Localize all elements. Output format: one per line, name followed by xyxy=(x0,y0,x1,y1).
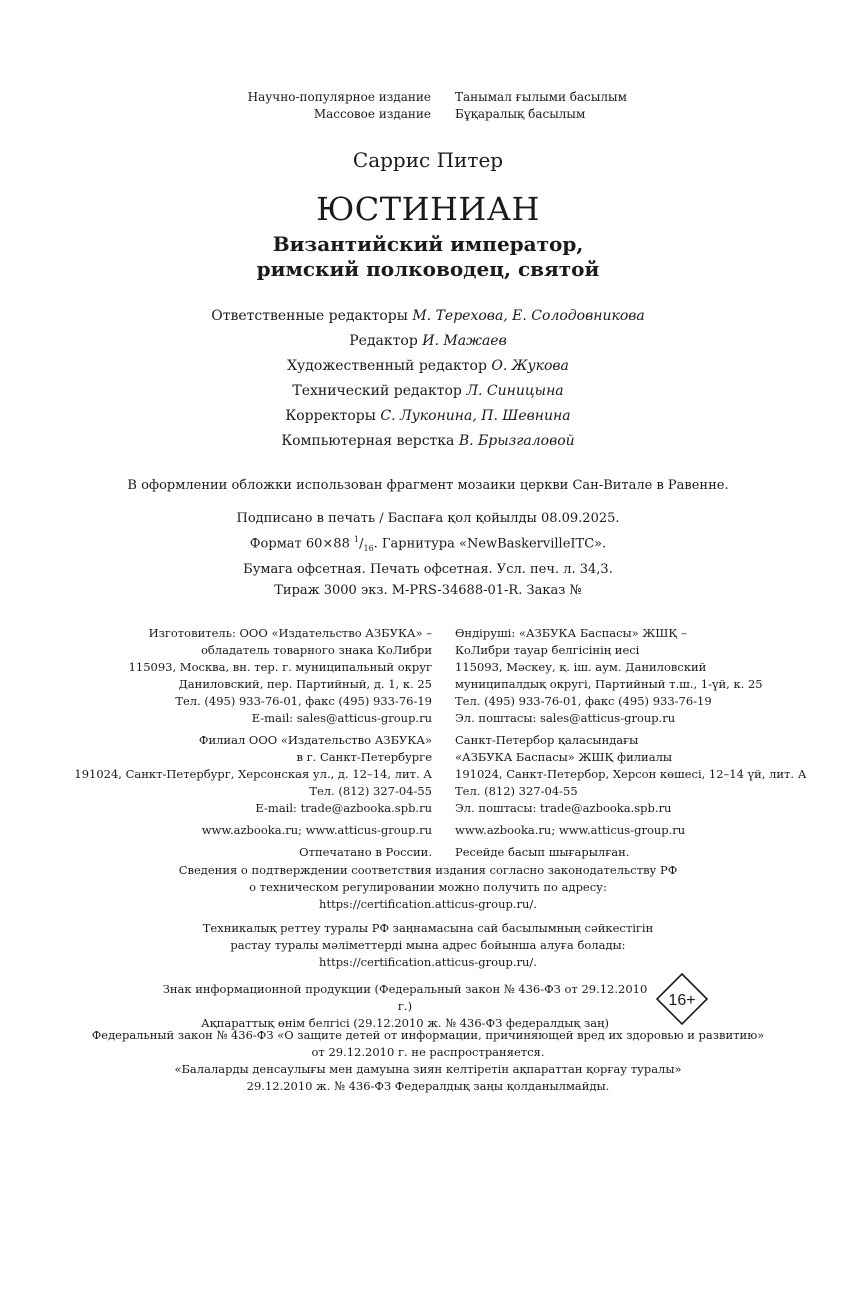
mfr-ru-line: Даниловский, пер. Партийный, д. 1, к. 25 xyxy=(178,677,432,691)
credit-line xyxy=(0,329,856,354)
mfr-kz-line: Тел. (495) 933-76-01, факс (495) 933-76-19 xyxy=(455,694,712,708)
credit-role: Художественный редактор xyxy=(287,358,487,374)
subtitle-line: Византийский император, xyxy=(272,232,584,256)
mfr-ru-line: обладатель товарного знака КоЛибри xyxy=(200,643,432,657)
credit-role: Компьютерная верстка xyxy=(281,433,455,449)
book-title: ЮСТИНИАН xyxy=(316,190,540,228)
credit-line xyxy=(0,379,856,404)
info-sign-line: Знак информационной продукции (Федеральный закон № 436-ФЗ от 29.12.2010 г.) xyxy=(162,982,648,1013)
info-sign-line: Ақпараттық өнім белгісі (29.12.2010 ж. № 436-ФЗ федералдық заң) xyxy=(201,1016,609,1030)
branch-kz-line: Санкт-Петербор қаласындағы xyxy=(455,733,639,747)
header-right xyxy=(455,89,627,123)
format-slash: / xyxy=(359,536,364,552)
header-left-line: Массовое издание xyxy=(313,107,431,121)
branch-ru-line: в г. Санкт-Петербурге xyxy=(296,750,432,764)
credit-role: Ответственные редакторы xyxy=(211,308,408,324)
age-rating-text: 16+ xyxy=(668,992,696,1009)
credit-line xyxy=(0,304,856,329)
credit-line xyxy=(0,354,856,379)
credit-names: И. Мажаев xyxy=(422,333,507,349)
credit-line xyxy=(0,429,856,454)
book-subtitle xyxy=(0,232,856,282)
cert-kz-line: Техникалық реттеу туралы РФ заңнамасына сай басылымның сәйкестігін xyxy=(202,921,654,935)
cert-ru-line: Сведения о подтверждении соответствия издания согласно законодательству РФ xyxy=(178,863,678,877)
header-left xyxy=(248,89,431,123)
manufacturer-kz xyxy=(455,625,850,861)
cover-note: В оформлении обложки использован фрагмент мозаики церкви Сан-Витале в Равенне. xyxy=(127,478,729,493)
credit-names: О. Жукова xyxy=(491,358,569,374)
format-prefix: Формат 60×88 xyxy=(249,536,354,552)
credit-line xyxy=(0,404,856,429)
header-right-line: Танымал ғылыми басылым xyxy=(455,90,627,104)
mfr-kz-line: 115093, Мәскеу, қ. іш. аум. Даниловский xyxy=(455,660,707,674)
format-sub: 16 xyxy=(363,543,374,553)
law-notice xyxy=(0,1027,856,1095)
branch-kz-line: «АЗБУКА Баспасы» ЖШҚ филиалы xyxy=(455,750,673,764)
branch-kz-line: 191024, Санкт-Петербор, Херсон көшесі, 12–14 үй, лит. А xyxy=(455,767,807,781)
credits-list xyxy=(0,304,856,454)
credit-role: Технический редактор xyxy=(292,383,462,399)
credit-names: В. Брызгаловой xyxy=(458,433,575,449)
credit-role: Корректоры xyxy=(285,408,376,424)
mfr-ru-line: E-mail: sales@atticus-group.ru xyxy=(251,711,432,725)
print-run: Тираж 3000 экз. M-PRS-34688-01-R. Заказ № xyxy=(274,582,582,598)
law-line: от 29.12.2010 г. не распространяется. xyxy=(311,1045,545,1059)
info-product-sign xyxy=(160,981,650,1032)
format-suffix: . Гарнитура «NewBaskervilleITC». xyxy=(373,536,607,552)
law-line: Федеральный закон № 436-ФЗ «О защите детей от информации, причиняющей вред их здоровью и развитию» xyxy=(91,1028,765,1042)
branch-ru-line: 191024, Санкт-Петербург, Херсонская ул., д. 12–14, лит. А xyxy=(74,767,432,781)
certification-ru xyxy=(0,862,856,913)
mfr-ru-line: 115093, Москва, вн. тер. г. муниципальный округ xyxy=(128,660,432,674)
law-line: 29.12.2010 ж. № 436-ФЗ Федералдық заңы қолданылмайды. xyxy=(246,1079,610,1093)
header-left-line: Научно-популярное издание xyxy=(247,90,431,104)
print-signed: Подписано в печать / Баспаға қол қойылды 08.09.2025. xyxy=(236,511,620,526)
mfr-kz-line: Өндіруші: «АЗБУКА Баспасы» ЖШҚ – xyxy=(455,626,687,640)
print-paper: Бумага офсетная. Печать офсетная. Усл. печ. л. 34,3. xyxy=(243,561,613,577)
law-line: «Балаларды денсаулығы мен дамуына зиян келтіретін ақпараттан қорғау туралы» xyxy=(174,1062,682,1076)
printed-kz: Ресейде басып шығарылған. xyxy=(455,845,630,859)
credit-role: Редактор xyxy=(349,333,418,349)
credit-names: М. Терехова, Е. Солодовникова xyxy=(412,308,645,324)
header-right-line: Бұқаралық басылым xyxy=(455,107,586,121)
mfr-kz-line: Эл. поштасы: sales@atticus-group.ru xyxy=(455,711,676,725)
author-name: Саррис Питер xyxy=(352,148,504,172)
cert-kz-line: https://certification.atticus-group.ru/. xyxy=(319,955,537,969)
credit-names: С. Луконина, П. Шевнина xyxy=(380,408,571,424)
credit-names: Л. Синицына xyxy=(466,383,564,399)
age-rating-icon xyxy=(655,972,709,1026)
mfr-kz-line: КоЛибри тауар белгісінің иесі xyxy=(455,643,640,657)
mfr-ru-line: Изготовитель: ООО «Издательство АЗБУКА» – xyxy=(148,626,432,640)
branch-ru-line: Филиал ООО «Издательство АЗБУКА» xyxy=(198,733,432,747)
branch-kz-line: Эл. поштасы: trade@azbooka.spb.ru xyxy=(455,801,672,815)
cert-ru-line: о техническом регулировании можно получить по адресу: xyxy=(249,880,607,894)
mfr-kz-line: муниципалдық округі, Партийный т.ш., 1-үй, к. 25 xyxy=(455,677,763,691)
print-info xyxy=(0,508,856,601)
printed-ru: Отпечатано в России. xyxy=(299,845,432,859)
branch-ru-line: E-mail: trade@azbooka.spb.ru xyxy=(255,801,432,815)
branch-ru-line: Тел. (812) 327-04-55 xyxy=(309,784,432,798)
cert-ru-line: https://certification.atticus-group.ru/. xyxy=(319,897,537,911)
web-kz: www.azbooka.ru; www.atticus-group.ru xyxy=(455,823,686,837)
subtitle-line: римский полководец, святой xyxy=(256,257,600,281)
manufacturer-ru xyxy=(0,625,432,861)
mfr-ru-line: Тел. (495) 933-76-01, факс (495) 933-76-19 xyxy=(175,694,432,708)
branch-kz-line: Тел. (812) 327-04-55 xyxy=(455,784,578,798)
format-sup: 1 xyxy=(354,535,360,544)
certification-kz xyxy=(0,920,856,971)
print-format xyxy=(0,529,856,559)
cert-kz-line: растау туралы мәліметтерді мына адрес бойынша алуға болады: xyxy=(230,938,626,952)
web-ru: www.azbooka.ru; www.atticus-group.ru xyxy=(201,823,432,837)
